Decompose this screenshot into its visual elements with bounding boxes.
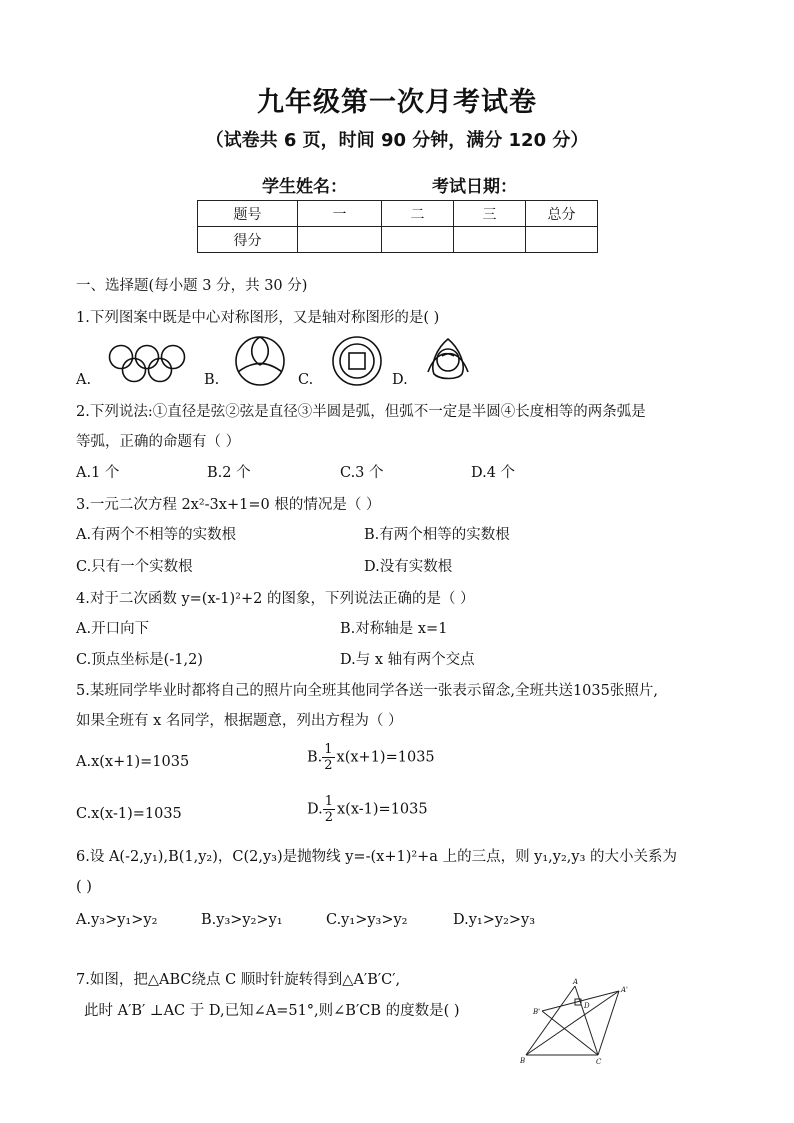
table-cell: 总分 bbox=[526, 201, 598, 227]
q5-option-d-label: D. bbox=[307, 801, 323, 818]
table-cell: 得分 bbox=[198, 227, 298, 253]
q4-option-c: C.顶点坐标是(-1,2) bbox=[76, 652, 203, 668]
q5-option-c: C.x(x-1)=1035 bbox=[76, 806, 182, 822]
figure-label-b-prime: B' bbox=[533, 1008, 541, 1016]
q3-option-d: D.没有实数根 bbox=[364, 559, 453, 575]
q1-option-c: C. bbox=[298, 372, 314, 388]
five-rings-icon bbox=[105, 344, 191, 384]
score-input-cell[interactable] bbox=[382, 227, 454, 253]
figure-label-c: C bbox=[596, 1058, 602, 1066]
score-input-cell[interactable] bbox=[454, 227, 526, 253]
q5-option-d bbox=[307, 794, 428, 825]
fraction-half: $\frac{1}{2}$ bbox=[324, 742, 333, 773]
q2-option-b: B.2 个 bbox=[207, 465, 251, 481]
q6-option-d: D.y₁>y₂>y₃ bbox=[453, 912, 536, 928]
q3-option-b: B.有两个相等的实数根 bbox=[364, 527, 510, 543]
question-6-stem-line2: ( ) bbox=[76, 879, 92, 895]
q1-option-d: D. bbox=[392, 372, 408, 388]
rotation-triangle-figure bbox=[518, 978, 638, 1066]
table-cell: 二 bbox=[382, 201, 454, 227]
q5-option-d-expr: x(x-1)=1035 bbox=[337, 801, 428, 818]
question-5-stem-line1: 5.某班同学毕业时都将自己的照片向全班其他同学各送一张表示留念,全班共送1035张照片, bbox=[76, 683, 658, 699]
score-table bbox=[197, 200, 598, 253]
q4-option-b: B.对称轴是 x=1 bbox=[340, 621, 448, 637]
exam-date-label: 考试日期： bbox=[432, 177, 517, 197]
score-input-cell[interactable] bbox=[298, 227, 382, 253]
question-7-stem-line1: 7.如图，把△ABC绕点 C 顺时针旋转得到△A′B′C′, bbox=[76, 972, 401, 988]
figure-label-d: D bbox=[584, 1002, 590, 1010]
coin-square-hole-icon bbox=[331, 335, 383, 387]
table-row bbox=[198, 201, 598, 227]
q2-option-d: D.4 个 bbox=[471, 465, 516, 481]
q5-option-b bbox=[307, 742, 435, 773]
page-title: 九年级第一次月考试卷 bbox=[257, 87, 537, 118]
question-1-stem: 1.下列图案中既是中心对称图形，又是轴对称图形的是( ) bbox=[76, 310, 440, 326]
question-6-stem-line1: 6.设 A(-2,y₁),B(1,y₂)，C(2,y₃)是抛物线 y=-(x+1)²+a 上的三点，则 y₁,y₂,y₃ 的大小关系为 bbox=[76, 849, 678, 865]
table-row bbox=[198, 227, 598, 253]
q2-option-a: A.1 个 bbox=[76, 465, 120, 481]
table-cell: 题号 bbox=[198, 201, 298, 227]
question-4-stem: 4.对于二次函数 y=(x-1)²+2 的图象，下列说法正确的是（ ） bbox=[76, 591, 475, 607]
q6-option-a: A.y₃>y₁>y₂ bbox=[76, 912, 158, 928]
q4-option-a: A.开口向下 bbox=[76, 621, 150, 637]
q5-option-a: A.x(x+1)=1035 bbox=[76, 754, 190, 770]
q3-option-a: A.有两个不相等的实数根 bbox=[76, 527, 237, 543]
table-cell: 一 bbox=[298, 201, 382, 227]
question-5-stem-line2: 如果全班有 x 名同学，根据题意，列出方程为（ ） bbox=[76, 713, 403, 729]
figure-label-b: B bbox=[520, 1057, 526, 1065]
score-input-cell[interactable] bbox=[526, 227, 598, 253]
circle-three-arcs-icon bbox=[234, 335, 286, 387]
exam-subtitle: （试卷共 6 页，时间 90 分钟，满分 120 分） bbox=[205, 130, 589, 151]
question-2-stem-line2: 等弧，正确的命题有（ ） bbox=[76, 434, 241, 450]
q4-option-d: D.与 x 轴有两个交点 bbox=[340, 652, 475, 668]
figure-label-a: A bbox=[573, 978, 579, 986]
q6-option-b: B.y₃>y₂>y₁ bbox=[201, 912, 283, 928]
figure-label-a-prime: A' bbox=[621, 986, 628, 994]
question-3-stem: 3.一元二次方程 2x²-3x+1=0 根的情况是（ ） bbox=[76, 497, 381, 513]
student-name-label: 学生姓名： bbox=[262, 177, 347, 197]
q5-option-b-label: B. bbox=[307, 749, 323, 766]
q1-option-b: B. bbox=[204, 372, 220, 388]
q2-option-c: C.3 个 bbox=[340, 465, 384, 481]
question-7-stem-line2: 此时 A′B′ ⊥AC 于 D,已知∠A=51°,则∠B′CB 的度数是( ) bbox=[84, 1003, 460, 1019]
q1-option-a: A. bbox=[76, 372, 92, 388]
question-2-stem-line1: 2.下列说法:①直径是弦②弦是直径③半圆是弧，但弧不一定是半圆④长度相等的两条弧是 bbox=[76, 404, 646, 420]
fraction-half: $\frac{1}{2}$ bbox=[324, 794, 333, 825]
q6-option-c: C.y₁>y₃>y₂ bbox=[326, 912, 408, 928]
q5-option-b-expr: x(x+1)=1035 bbox=[336, 749, 435, 766]
section-heading: 一、选择题(每小题 3 分，共 30 分) bbox=[76, 278, 308, 294]
q3-option-c: C.只有一个实数根 bbox=[76, 559, 193, 575]
table-cell: 三 bbox=[454, 201, 526, 227]
trefoil-knot-icon bbox=[424, 336, 472, 382]
